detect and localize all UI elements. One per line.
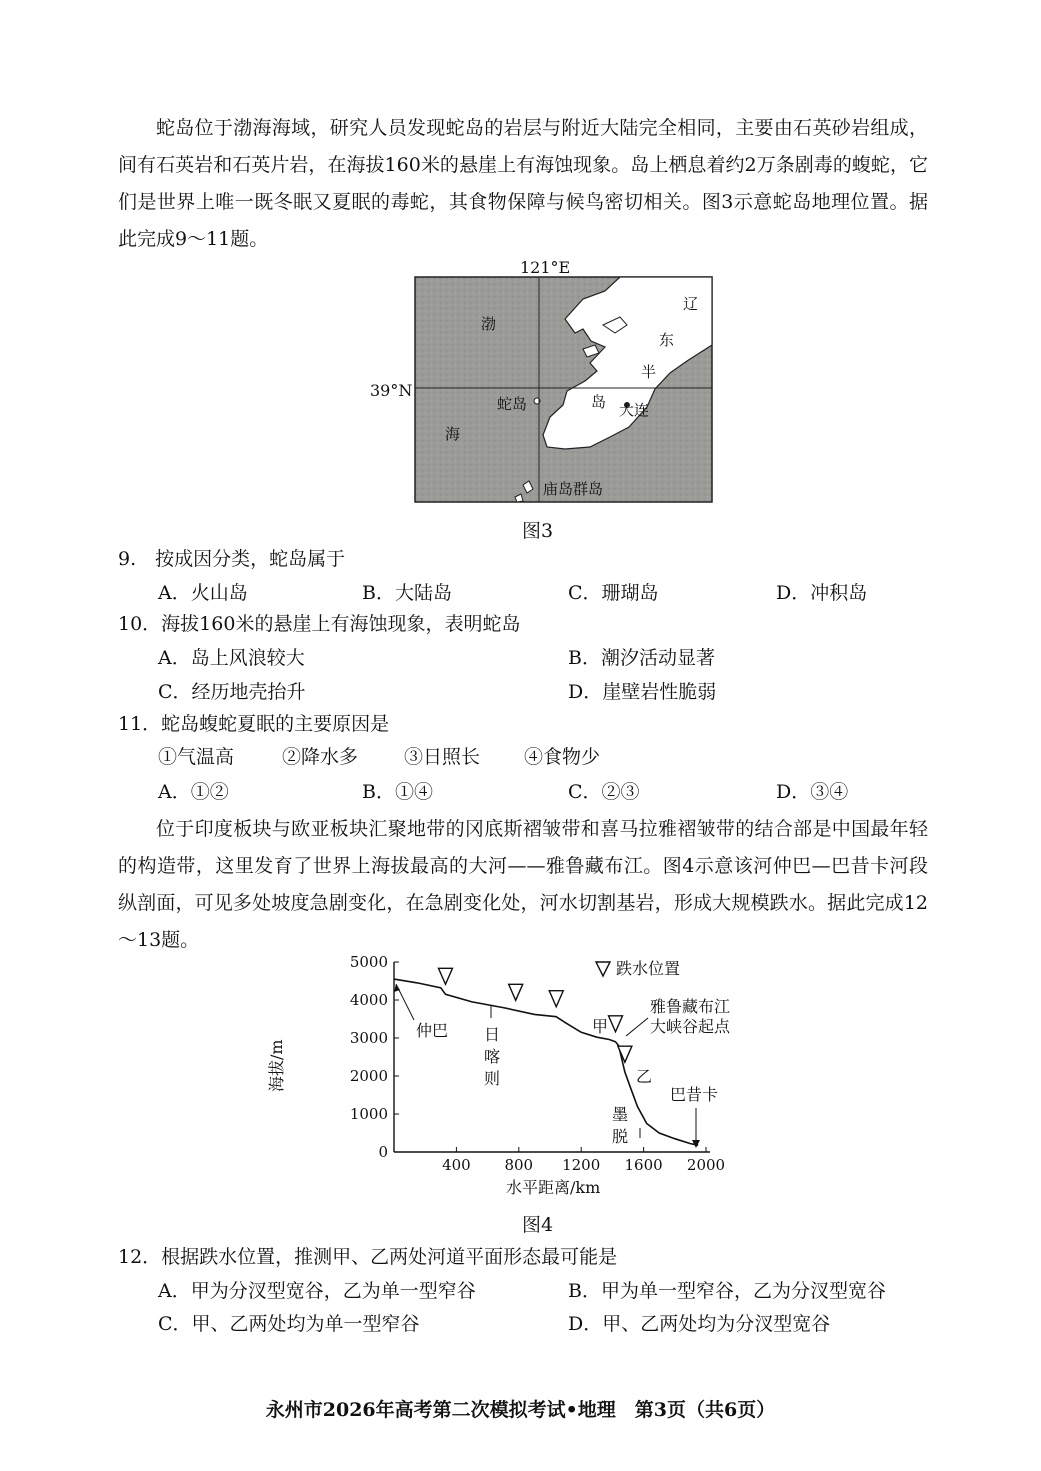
snake-island-label: 蛇岛 [497,395,528,413]
longitude-label: 121°E [520,258,571,277]
label-jia: 甲 [592,1017,609,1036]
q12-option-c: C．甲、乙两处均为单一型窄谷 [158,1313,420,1335]
x-tick-label: 800 [504,1156,534,1174]
waterfall-marker [509,984,523,1000]
question-10-stem: 10．海拔160米的悬崖上有海蚀现象，表明蛇岛 [118,613,521,635]
label-yi: 乙 [636,1067,653,1086]
q10-option-c: C．经历地壳抬升 [158,681,306,703]
q11-item-2: ②降水多 [282,746,359,768]
y-tick-label: 2000 [349,1067,388,1085]
q11-option-a: A．①② [158,781,229,803]
x-tick-label: 2000 [686,1156,726,1174]
x-axis-label: 水平距离/km [506,1178,601,1197]
q9-option-b: B．大陆岛 [362,582,452,604]
arrow-canyon [626,1018,648,1036]
label-rikaze-1: 日 [484,1025,501,1044]
question-12-stem: 12．根据跌水位置，推测甲、乙两处河道平面形态最可能是 [118,1246,618,1268]
peninsula-char: 东 [659,331,675,349]
figure-4-profile-chart [267,948,750,1203]
dalian-label: 大连 [619,401,650,419]
q11-option-c: C．②③ [568,781,640,803]
peninsula-char: 辽 [683,295,699,313]
passage-yarlung-tsangpo: 位于印度板块与欧亚板块汇聚地带的冈底斯褶皱带和喜马拉雅褶皱带的结合部是中国最年轻的构造带，这里发育了世界上海拔最高的大河——雅鲁藏布江。图4示意该河仲巴—巴昔卡河段纵剖面，可见多处坡度急剧变化，在急剧变化处，河水切割基岩，形成大规模跌水。据此完成12～13题。 [118,818,928,951]
peninsula-char: 半 [641,363,657,381]
sea-char: 海 [445,425,461,443]
passage-snake-island: 蛇岛位于渤海海域，研究人员发现蛇岛的岩层与附近大陆完全相同，主要由石英砂岩组成，间有石英岩和石英片岩，在海拔160米的悬崖上有海蚀现象。岛上栖息着约2万条剧毒的蝮蛇，它们是世界上唯一既冬眠又夏眠的毒蛇，其食物保障与候鸟密切相关。图3示意蛇岛地理位置。据此完成9～11题。 [118,117,928,250]
miaodao-label: 庙岛群岛 [543,480,604,498]
sea-char: 渤 [481,315,497,333]
label-motuo-2: 脱 [612,1127,629,1146]
x-tick-label: 1600 [624,1156,663,1174]
q11-item-3: ③日照长 [404,746,481,768]
q10-option-b: B．潮汐活动显著 [568,647,715,669]
q10-option-a: A．岛上风浪较大 [158,647,305,669]
q11-option-b: B．①④ [362,781,433,803]
label-rikaze-3: 则 [484,1069,501,1088]
label-canyon-2: 大峡谷起点 [650,1017,731,1036]
q11-item-1: ①气温高 [158,746,235,768]
legend-label: 跌水位置 [616,959,681,978]
label-baxika: 巴昔卡 [670,1085,719,1104]
label-zhongba: 仲巴 [416,1021,449,1040]
y-tick-label: 4000 [349,991,388,1009]
map-frame [415,277,712,502]
latitude-label: 39°N [370,381,413,400]
y-axis-label: 海拔/m [267,1039,286,1092]
waterfall-marker [549,991,563,1007]
q9-option-c: C．珊瑚岛 [568,582,659,604]
q12-option-d: D．甲、乙两处均为分汊型宽谷 [568,1313,831,1335]
peninsula-char: 岛 [591,393,607,411]
waterfall-marker [609,1016,623,1032]
x-tick-label: 1200 [562,1156,601,1174]
q9-option-d: D．冲积岛 [776,582,868,604]
x-tick-label: 400 [442,1156,471,1174]
page-footer: 永州市2026年高考第二次模拟考试•地理 第3页（共6页） [265,1399,776,1421]
y-tick-label: 0 [378,1143,388,1161]
question-9-stem: 9. 按成因分类，蛇岛属于 [118,548,346,570]
q9-option-a: A．火山岛 [158,582,248,604]
legend-waterfall-icon [596,962,610,976]
label-rikaze-2: 喀 [484,1047,501,1066]
figure-4-caption: 图4 [522,1214,554,1236]
label-canyon-1: 雅鲁藏布江 [650,997,731,1016]
q11-option-d: D．③④ [776,781,849,803]
q10-option-d: D．崖壁岩性脆弱 [568,681,717,703]
question-11-stem: 11．蛇岛蝮蛇夏眠的主要原因是 [118,713,390,735]
y-tick-label: 1000 [349,1105,388,1123]
q12-option-b: B．甲为单一型窄谷，乙为分汊型宽谷 [568,1280,886,1302]
label-motuo-1: 墨 [612,1105,629,1124]
figure-3-caption: 图3 [522,520,554,542]
waterfall-marker [438,968,452,984]
q12-option-a: A．甲为分汊型宽谷，乙为单一型窄谷 [158,1280,476,1302]
q11-item-4: ④食物少 [524,746,601,768]
y-tick-label: 5000 [349,953,388,971]
y-tick-label: 3000 [349,1029,388,1047]
